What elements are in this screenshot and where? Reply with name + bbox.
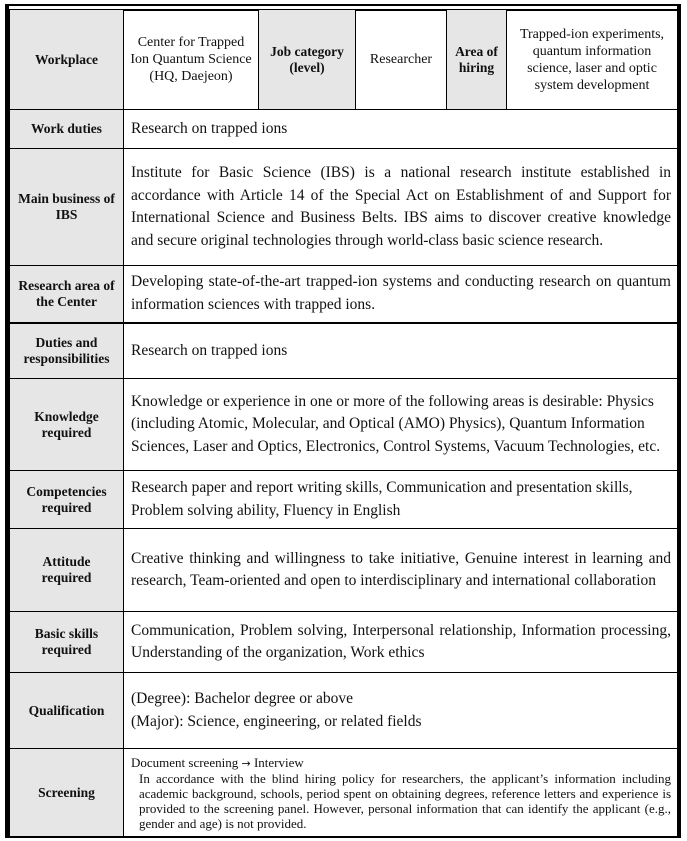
- table-row: [10, 266, 678, 323]
- screening-label: Screening: [10, 749, 124, 837]
- row-value: Research paper and report writing skills, Communication and presentation skills, Problem solving ability, Fluency in English: [124, 471, 678, 529]
- screening-row: [10, 749, 678, 837]
- row-label: Work duties: [10, 110, 124, 149]
- qualification-value: [124, 673, 678, 749]
- job-category-label: Job category (level): [259, 10, 356, 110]
- workplace-value: Center for Trapped Ion Quantum Science (HQ, Daejeon): [124, 10, 259, 110]
- qualification-degree: (Degree): Bachelor degree or above: [131, 690, 354, 707]
- row-value: Creative thinking and willingness to take initiative, Genuine interest in learning and research, Team-oriented and open to interdisciplinary and international collaboration: [124, 529, 678, 612]
- table-row: [10, 529, 678, 612]
- header-row: [10, 10, 678, 110]
- arrow-right-icon: →: [241, 756, 251, 770]
- screening-detail: In accordance with the blind hiring policy for researchers, the applicant’s information including academic background, schools, period spent on obtaining degrees, reference letters and experience is provided to the screening panel. However, personal information that can identify the applicant (e.g., gender and age) is not provided.: [139, 770, 671, 831]
- table-row: [10, 110, 678, 149]
- qualification-row: [10, 673, 678, 749]
- row-label: Competencies required: [10, 471, 124, 529]
- row-value: Institute for Basic Science (IBS) is a national research institute established in accordance with Article 14 of the Special Act on Establishment of and Support for International Science and Business Belts. IBS aims to discover creative knowledge and secure original technologies through world-class basic science research.: [124, 149, 678, 266]
- row-label: Duties and responsibilities: [10, 323, 124, 379]
- row-label: Research area of the Center: [10, 266, 124, 323]
- table-row: [10, 149, 678, 266]
- row-value: Communication, Problem solving, Interpersonal relationship, Information processing, Understanding of the organization, Work ethics: [124, 612, 678, 673]
- table-row: [10, 323, 678, 379]
- row-label: Knowledge required: [10, 379, 124, 471]
- row-label: Basic skills required: [10, 612, 124, 673]
- table-row: [10, 379, 678, 471]
- screening-process: Document screening → Interview: [131, 754, 304, 770]
- workplace-label: Workplace: [10, 10, 124, 110]
- qualification-label: Qualification: [10, 673, 124, 749]
- row-label: Attitude required: [10, 529, 124, 612]
- row-value: Knowledge or experience in one or more of the following areas is desirable: Physics (including Atomic, Molecular, and Optical (AMO) Physics), Quantum Information Sciences, Laser and Optics, Electronics, Control Systems, Vacuum Technologies, etc.: [124, 379, 678, 471]
- area-of-hiring-label: Area of hiring: [447, 10, 507, 110]
- job-posting-table: [9, 9, 678, 837]
- area-of-hiring-value: Trapped-ion experiments, quantum information science, laser and optic system development: [507, 10, 678, 110]
- row-value: Developing state-of-the-art trapped-ion systems and conducting research on quantum information sciences with trapped ions.: [124, 266, 678, 323]
- qualification-major: (Major): Science, engineering, or related fields: [131, 712, 422, 730]
- screening-value: [124, 749, 678, 837]
- table-row: [10, 471, 678, 529]
- row-value: Research on trapped ions: [124, 323, 678, 379]
- table-row: [10, 612, 678, 673]
- row-value: Research on trapped ions: [124, 110, 678, 149]
- job-category-value: Researcher: [356, 10, 447, 110]
- row-label: Main business of IBS: [10, 149, 124, 266]
